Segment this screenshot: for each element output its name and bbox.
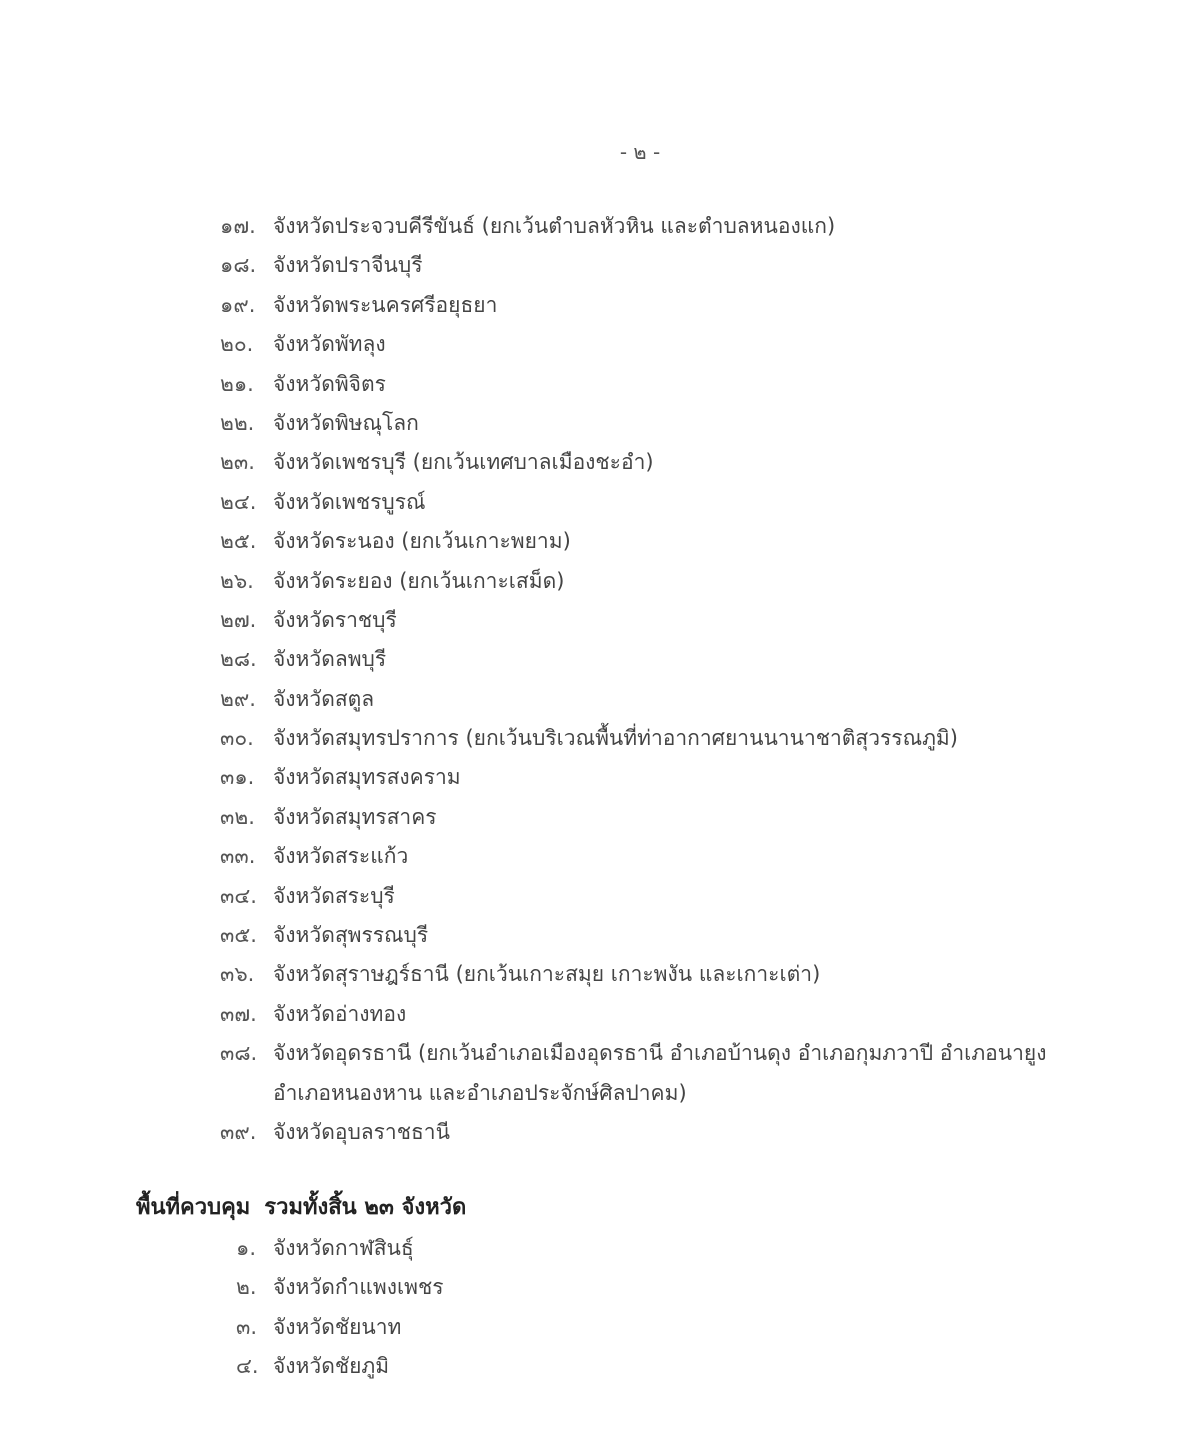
item-number: ๔. <box>236 1354 259 1379</box>
list-item <box>0 365 1200 404</box>
section-title: พื้นที่ควบคุม <box>136 1195 251 1220</box>
item-text: จังหวัดอุดรธานี (ยกเว้นอำเภอเมืองอุดรธานี อำเภอบ้านดุง อำเภอกุมภวาปี อำเภอนายูง อำเภอหนองหาน และอำเภอประจักษ์ศิลปาคม) <box>273 1041 1047 1105</box>
item-text: จังหวัดพัทลุง <box>273 332 386 357</box>
list-item <box>0 1347 1200 1386</box>
item-number: ๒๘. <box>220 647 257 672</box>
list-item <box>0 1268 1200 1307</box>
item-text: จังหวัดเพชรบุรี (ยกเว้นเทศบาลเมืองชะอำ) <box>273 450 654 475</box>
list-item <box>0 758 1200 797</box>
item-number: ๒๖. <box>220 568 254 593</box>
item-text: จังหวัดพิษณุโลก <box>273 410 419 435</box>
item-text: จังหวัดสตูล <box>273 686 375 711</box>
list-item <box>0 955 1200 994</box>
item-text: จังหวัดเพชรบูรณ์ <box>273 489 426 514</box>
list-item <box>0 798 1200 837</box>
item-text: จังหวัดสระแก้ว <box>273 844 409 869</box>
list-item <box>0 522 1200 561</box>
list-item <box>0 246 1200 285</box>
item-number: ๒๐. <box>220 332 254 357</box>
list-item <box>0 404 1200 443</box>
item-number: ๓๒. <box>220 804 255 829</box>
item-number: ๑๗. <box>220 214 256 238</box>
item-number: ๓๐. <box>220 726 254 751</box>
item-number: ๓๑. <box>220 765 255 790</box>
item-text: จังหวัดสมุทรสงคราม <box>273 765 461 790</box>
controlled-province-list <box>0 1229 1200 1387</box>
item-number: ๓๙. <box>220 1120 257 1144</box>
item-number: ๒๕. <box>220 529 257 554</box>
list-item <box>0 995 1200 1034</box>
item-text: จังหวัดสุพรรณบุรี <box>273 923 429 948</box>
item-number: ๒๑. <box>220 371 254 396</box>
list-item <box>0 483 1200 522</box>
item-number: ๒๗. <box>220 607 257 632</box>
list-item <box>0 325 1200 364</box>
list-item <box>0 1229 1200 1268</box>
item-number: ๑๙. <box>220 292 256 317</box>
item-text: จังหวัดสุราษฎร์ธานี (ยกเว้นเกาะสมุย เกาะพงัน และเกาะเต่า) <box>273 962 821 987</box>
list-item <box>0 680 1200 719</box>
item-number: ๒๔. <box>220 489 257 514</box>
list-item <box>0 837 1200 876</box>
item-number: ๓๔. <box>220 883 257 908</box>
item-text: จังหวัดพิจิตร <box>273 371 386 396</box>
item-number: ๓๘. <box>220 1041 258 1066</box>
item-text: จังหวัดราชบุรี <box>273 607 397 632</box>
item-text: จังหวัดชัยนาท <box>273 1314 402 1339</box>
item-text: จังหวัดลพบุรี <box>273 647 387 672</box>
item-number: ๓๗. <box>220 1001 257 1026</box>
province-list-continued <box>0 207 1200 1152</box>
list-item <box>0 443 1200 482</box>
item-number: ๒๒. <box>220 410 255 435</box>
list-item <box>0 207 1200 246</box>
item-text: จังหวัดชัยภูมิ <box>273 1354 390 1379</box>
item-text: จังหวัดสมุทรปราการ (ยกเว้นบริเวณพื้นที่ท่าอากาศยานนานาชาติสุวรรณภูมิ) <box>273 726 958 751</box>
item-number: ๑๘. <box>220 253 257 278</box>
section-summary: รวมทั้งสิ้น ๒๓ จังหวัด <box>264 1195 467 1220</box>
item-number: ๓. <box>236 1314 258 1339</box>
item-text: จังหวัดกำแพงเพชร <box>273 1275 444 1300</box>
list-item <box>0 719 1200 758</box>
item-number: ๓๕. <box>220 923 257 948</box>
list-item <box>0 601 1200 640</box>
item-text: จังหวัดปราจีนบุรี <box>273 253 423 278</box>
page-number: - ๒ - <box>619 140 661 164</box>
item-text: จังหวัดระนอง (ยกเว้นเกาะพยาม) <box>273 529 571 554</box>
item-number: ๓๓. <box>220 844 256 869</box>
list-item <box>0 1308 1200 1347</box>
list-item <box>0 1034 1200 1113</box>
item-number: ๓๖. <box>220 962 255 987</box>
section-heading-controlled-area <box>136 1189 466 1224</box>
item-text: จังหวัดอุบลราชธานี <box>273 1120 450 1144</box>
item-number: ๑. <box>236 1236 257 1260</box>
item-text: จังหวัดพระนครศรีอยุธยา <box>273 292 498 317</box>
item-text: จังหวัดระยอง (ยกเว้นเกาะเสม็ด) <box>273 568 565 593</box>
list-item <box>0 1113 1200 1152</box>
list-item <box>0 562 1200 601</box>
item-number: ๒๙. <box>220 686 256 711</box>
item-number: ๒. <box>236 1275 257 1300</box>
item-text: จังหวัดกาฬสินธุ์ <box>273 1236 414 1260</box>
item-text: จังหวัดอ่างทอง <box>273 1001 407 1026</box>
item-text: จังหวัดสมุทรสาคร <box>273 804 437 829</box>
item-text: จังหวัดประจวบคีรีขันธ์ (ยกเว้นตำบลหัวหิน และตำบลหนองแก) <box>273 214 836 238</box>
list-item <box>0 286 1200 325</box>
list-item <box>0 640 1200 679</box>
list-item <box>0 916 1200 955</box>
list-item <box>0 877 1200 916</box>
item-text: จังหวัดสระบุรี <box>273 883 395 908</box>
item-number: ๒๓. <box>220 450 255 475</box>
